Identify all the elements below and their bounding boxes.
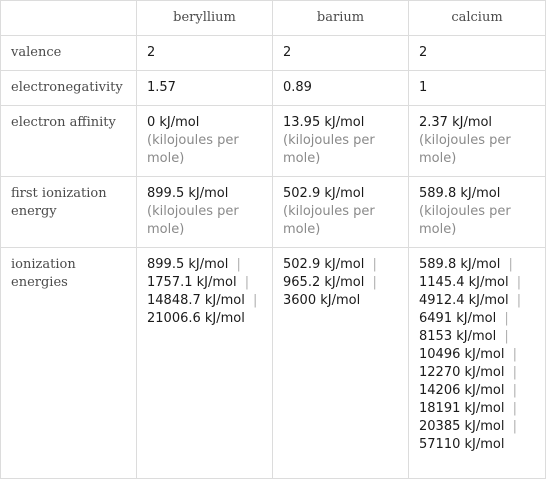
ionization-energy-value: 10496 kJ/mol: [419, 347, 505, 362]
column-header-calcium: calcium: [409, 1, 546, 36]
ionization-energy-value: 6491 kJ/mol: [419, 311, 497, 326]
ionization-energy-value: 20385 kJ/mol: [419, 419, 505, 434]
table-row-first-ionization-energy: [1, 177, 546, 248]
ionization-energy-value: 965.2 kJ/mol: [283, 275, 365, 290]
value-separator: |: [512, 347, 517, 362]
value-text: 0 kJ/mol: [147, 115, 200, 130]
value-separator: |: [508, 257, 513, 272]
cell-electron-affinity-barium: [273, 106, 409, 177]
cell-electronegativity-calcium: 1: [409, 71, 546, 106]
cell-first-ionization-calcium: [409, 177, 546, 248]
value-separator: |: [372, 275, 377, 290]
ionization-energy-value: 3600 kJ/mol: [283, 293, 361, 308]
unit-note: (kilojoules per mole): [283, 133, 375, 166]
cell-ionization-energies-beryllium: [137, 248, 273, 479]
cell-electronegativity-barium: 0.89: [273, 71, 409, 106]
table-row-ionization-energies: [1, 248, 546, 479]
row-label-ionization-energies: ionization energies: [1, 248, 137, 479]
unit-note: (kilojoules per mole): [147, 204, 239, 237]
ionization-energy-value: 1145.4 kJ/mol: [419, 275, 509, 290]
value-separator: |: [504, 311, 509, 326]
ionization-energy-value: 8153 kJ/mol: [419, 329, 497, 344]
row-label-electron-affinity: electron affinity: [1, 106, 137, 177]
ionization-energy-value: 4912.4 kJ/mol: [419, 293, 509, 308]
value-separator: |: [512, 383, 517, 398]
header-corner-cell: [1, 1, 137, 36]
value-separator: |: [516, 293, 522, 308]
ionization-energy-value: 57110 kJ/mol: [419, 437, 505, 452]
cell-valence-barium: 2: [273, 36, 409, 71]
unit-note: (kilojoules per mole): [419, 133, 511, 166]
cell-ionization-energies-barium: [273, 248, 409, 479]
value-separator: |: [516, 275, 522, 290]
unit-note: (kilojoules per mole): [147, 133, 239, 166]
table-row-electron-affinity: [1, 106, 546, 177]
cell-electron-affinity-calcium: [409, 106, 546, 177]
cell-ionization-energies-calcium: [409, 248, 546, 479]
ionization-energy-value: 589.8 kJ/mol: [419, 257, 501, 272]
value-text: 502.9 kJ/mol: [283, 186, 365, 201]
ionization-energy-value: 12270 kJ/mol: [419, 365, 505, 380]
row-label-electronegativity: electronegativity: [1, 71, 137, 106]
cell-valence-beryllium: 2: [137, 36, 273, 71]
value-text: 13.95 kJ/mol: [283, 115, 365, 130]
cell-first-ionization-beryllium: [137, 177, 273, 248]
ionization-energy-value: 899.5 kJ/mol: [147, 257, 229, 272]
header-row: [1, 1, 546, 36]
column-header-barium: barium: [273, 1, 409, 36]
ionization-energy-value: 21006.6 kJ/mol: [147, 311, 245, 326]
ionization-energy-value: 502.9 kJ/mol: [283, 257, 365, 272]
value-separator: |: [512, 365, 517, 380]
value-separator: |: [512, 419, 517, 434]
value-text: 589.8 kJ/mol: [419, 186, 501, 201]
row-label-valence: valence: [1, 36, 137, 71]
value-text: 2.37 kJ/mol: [419, 115, 493, 130]
ionization-energy-value: 1757.1 kJ/mol: [147, 275, 237, 290]
value-separator: |: [253, 293, 258, 308]
ionization-energy-value: 14206 kJ/mol: [419, 383, 505, 398]
cell-electronegativity-beryllium: 1.57: [137, 71, 273, 106]
cell-electron-affinity-beryllium: [137, 106, 273, 177]
ionization-energy-value: 18191 kJ/mol: [419, 401, 505, 416]
value-separator: |: [244, 275, 250, 290]
unit-note: (kilojoules per mole): [419, 204, 511, 237]
cell-first-ionization-barium: [273, 177, 409, 248]
unit-note: (kilojoules per mole): [283, 204, 375, 237]
row-label-first-ionization-energy: first ionization energy: [1, 177, 137, 248]
cell-valence-calcium: 2: [409, 36, 546, 71]
table-row-electronegativity: [1, 71, 546, 106]
value-separator: |: [236, 257, 241, 272]
value-text: 899.5 kJ/mol: [147, 186, 229, 201]
ionization-energy-value: 14848.7 kJ/mol: [147, 293, 245, 308]
table-row-valence: [1, 36, 546, 71]
column-header-beryllium: beryllium: [137, 1, 273, 36]
value-separator: |: [504, 329, 509, 344]
value-separator: |: [372, 257, 377, 272]
value-separator: |: [512, 401, 517, 416]
